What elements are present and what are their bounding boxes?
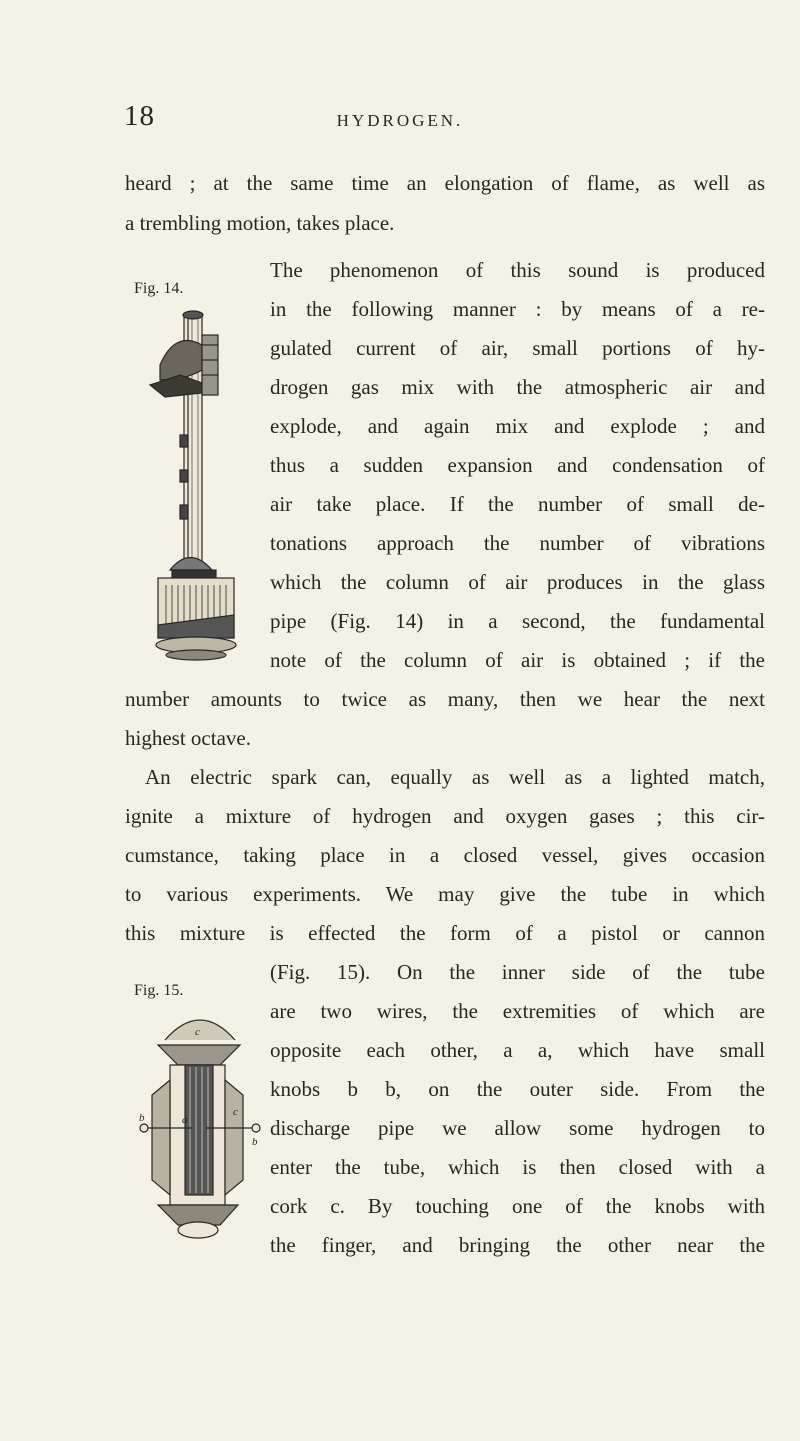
fig14-label: Fig. 14. [134,280,184,297]
text-line: discharge pipe we allow some hydrogen to [270,1116,765,1140]
text-line: cumstance, taking place in a closed vessel, gives occasion [125,843,765,867]
text-line: tonations approach the number of vibrations [270,531,765,555]
text-line: cork c. By touching one of the knobs with [270,1194,765,1218]
text-line: knobs b b, on the outer side. From the [270,1077,765,1101]
text-line: note of the column of air is obtained ; if the [270,648,765,672]
fig14-illustration [140,305,250,670]
text-line: to various experiments. We may give the tube in which [125,882,765,906]
text-line: gulated current of air, small portions of hy- [270,336,765,360]
fig15-illustration [140,1005,270,1240]
text-line: a trembling motion, takes place. [125,211,395,235]
text-line: air take place. If the number of small de- [270,492,765,516]
text-line: highest octave. [125,726,251,750]
text-line: the finger, and bringing the other near the [270,1233,765,1257]
text-line: (Fig. 15). On the inner side of the tube [270,960,765,984]
text-line: enter the tube, which is then closed with a [270,1155,765,1179]
text-line: are two wires, the extremities of which are [270,999,765,1023]
text-line: number amounts to twice as many, then we hear the next [125,687,765,711]
text-line: thus a sudden expansion and condensation of [270,453,765,477]
fig15-letter-a: a [182,1114,188,1126]
text-line: An electric spark can, equally as well as a lighted match, [145,765,765,789]
running-title: HYDROGEN. [336,111,464,130]
text-line: explode, and again mix and explode ; and [270,414,765,438]
text-line: in the following manner : by means of a re- [270,297,765,321]
text-line: opposite each other, a a, which have small [270,1038,765,1062]
text-line: heard ; at the same time an elongation of flame, as well as [125,171,765,195]
fig15-letter-c: c [195,1026,200,1038]
text-line: drogen gas mix with the atmospheric air and [270,375,765,399]
text-line: ignite a mixture of hydrogen and oxygen gases ; this cir- [125,804,765,828]
text-line: this mixture is effected the form of a pistol or cannon [125,921,765,945]
page-number: 18 [124,100,155,132]
fig15-letter-b-left: b [139,1112,145,1124]
text-line: pipe (Fig. 14) in a second, the fundamental [270,609,765,633]
fig15-label: Fig. 15. [134,982,184,999]
text-line: The phenomenon of this sound is produced [270,258,765,282]
text-line: which the column of air produces in the glass [270,570,765,594]
fig15-letter-b-right: b [252,1136,258,1148]
fig15-letter-c-right: c [233,1106,238,1118]
